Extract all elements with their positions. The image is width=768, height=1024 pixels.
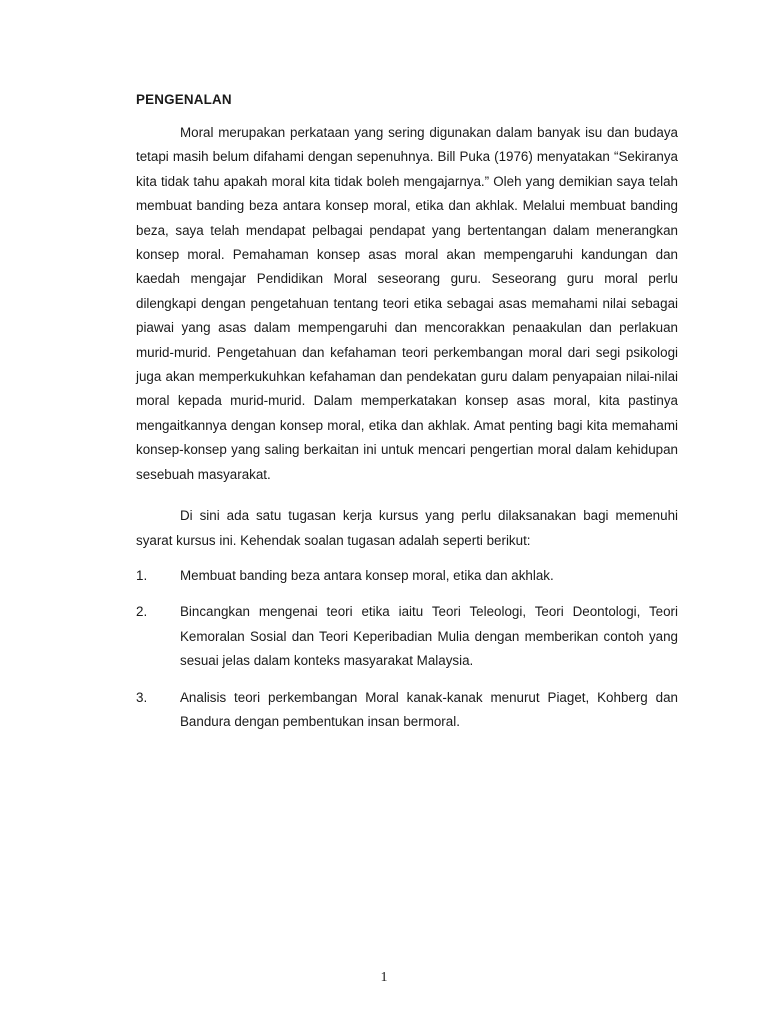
list-item <box>136 600 678 673</box>
task-paragraph: Di sini ada satu tugasan kerja kursus yang perlu dilaksanakan bagi memenuhi syarat kursus ini. Kehendak soalan tugasan adalah seperti berikut: <box>136 508 678 548</box>
list-item-text: Membuat banding beza antara konsep moral, etika dan akhlak. <box>180 567 554 583</box>
list-item-number: 3. <box>136 689 148 705</box>
section-heading: PENGENALAN <box>136 92 232 107</box>
intro-paragraph: Moral merupakan perkataan yang sering digunakan dalam banyak isu dan budaya tetapi masih belum difahami dengan sepenuhnya. Bill Puka (1976) menyatakan “Sekiranya kita tidak tahu apakah moral kita tidak boleh mengajarnya.” Oleh yang demikian saya telah membuat banding beza antara konsep moral, etika dan akhlak. Melalui membuat banding beza, saya telah mendapat pelbagai pendapat yang bertentangan dalam menerangkan konsep moral. Pemahaman konsep asas moral akan mempengaruhi kandungan dan kaedah mengajar Pendidikan Moral seseorang guru. Seseorang guru moral perlu dilengkapi dengan pengetahuan tentang teori etika sebagai asas memahami nilai sebagai piawai yang asas dalam mempengaruhi dan mencorakkan penaakulan dan perlakuan murid-murid. Pengetahuan dan kefahaman teori perkembangan moral dari segi psikologi juga akan memperkukuhkan kefahaman dan pendekatan guru dalam penyapaian nilai-nilai moral kepada murid-murid. Dalam memperkatakan konsep asas moral, kita pastinya mengaitkannya dengan konsep moral, etika dan akhlak. Amat penting bagi kita memahami konsep-konsep yang saling berkaitan ini untuk mencari pengertian moral dalam kehidupan sesebuah masyarakat. <box>136 125 678 482</box>
task-list <box>136 564 678 734</box>
list-item <box>136 686 678 735</box>
list-item-number: 2. <box>136 604 148 620</box>
document-body <box>136 92 678 746</box>
list-item-number: 1. <box>136 567 148 583</box>
page-number: 1 <box>380 970 388 985</box>
list-item-text: Bincangkan mengenai teori etika iaitu Teori Teleologi, Teori Deontologi, Teori Kemoralan Sosial dan Teori Keperibadian Mulia dengan memberikan contoh yang sesuai jelas dalam konteks masyarakat Malaysia. <box>180 604 678 669</box>
list-item-text: Analisis teori perkembangan Moral kanak-kanak menurut Piaget, Kohberg dan Bandura dengan pembentukan insan bermoral. <box>180 689 678 729</box>
list-item <box>136 564 678 588</box>
